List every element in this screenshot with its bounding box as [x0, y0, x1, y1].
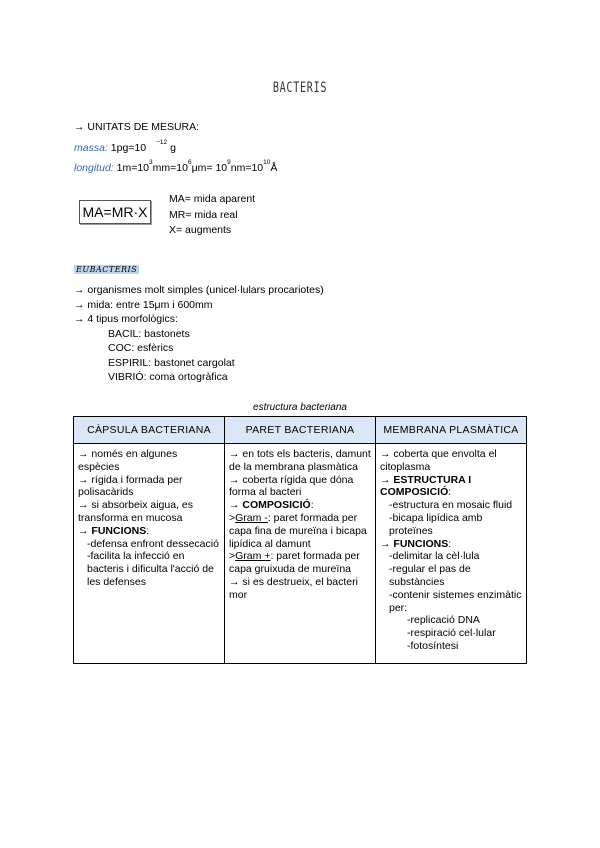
- membrana-function-3: -contenir sistemes enzimàtic per:: [389, 588, 522, 614]
- mass-line: [74, 139, 176, 154]
- gram-negative: [229, 512, 371, 550]
- gram-prefix: >: [229, 511, 236, 524]
- length-label: longitud:: [74, 162, 114, 174]
- paret-line-2: → coberta rígida que dóna forma al bacteri: [229, 473, 354, 499]
- length-exp-c: 9: [227, 159, 231, 166]
- header-membrana: MEMBRANA PLASMÀTICA: [376, 417, 527, 444]
- gram-positive-label: Gram +: [235, 550, 271, 563]
- colon: :: [448, 486, 452, 499]
- membrana-structure-heading: [380, 474, 522, 500]
- functions-label: FUNCIONS: [393, 537, 449, 550]
- cell-membrana: [376, 444, 527, 664]
- arrow: →: [229, 499, 243, 512]
- definition-x: X= augments: [169, 224, 232, 236]
- length-part-e: Å: [270, 162, 278, 174]
- length-part-a: 1m=10: [116, 162, 150, 174]
- type-vibrio: VIBRIÓ: coma ortogràfica: [108, 371, 228, 383]
- gram-positive: [229, 550, 371, 576]
- enzyme-system-3: -fotosíntesi: [407, 639, 459, 652]
- colon: :: [448, 537, 452, 550]
- header-capsula: CÀPSULA BACTERIANA: [74, 417, 225, 444]
- paret-line-3: → si es destrueix, el bacteri mor: [229, 575, 358, 601]
- type-espiril: ESPIRIL: bastonet cargolat: [108, 356, 235, 369]
- colon: :: [310, 499, 314, 512]
- capsula-line-1: → només en algunes espècies: [78, 448, 178, 473]
- type-coc: COC: esfèrics: [108, 342, 174, 354]
- gram-prefix: >: [229, 550, 236, 563]
- capsula-function-2: -facilita la infecció en bacteris i dificulta l'acció de les defenses: [87, 550, 214, 588]
- mass-exponent: −12: [156, 139, 168, 146]
- gram-negative-label: Gram -: [235, 511, 268, 524]
- length-line: [74, 159, 278, 174]
- paret-composition-heading: [229, 499, 371, 512]
- membrana-function-2: -regular el pas de substàncies: [389, 563, 471, 588]
- length-exp-a: 3: [149, 159, 153, 166]
- capsula-functions-heading: [78, 525, 220, 538]
- membrana-functions-heading: [380, 538, 522, 551]
- eubacteris-line-3: → 4 tipus morfològics:: [74, 313, 178, 325]
- mass-value: 1pg=10: [110, 142, 147, 154]
- cell-capsula: [74, 444, 225, 664]
- length-exp-b: 6: [187, 159, 192, 166]
- header-paret: PARET BACTERIANA: [225, 417, 376, 444]
- page-title: BACTERIS: [272, 80, 328, 96]
- colon: :: [146, 524, 150, 537]
- morphology-types: [74, 327, 324, 385]
- arrow: →: [380, 537, 394, 550]
- definition-mr: MR= mida real: [169, 208, 238, 221]
- length-part-d: nm=10: [230, 162, 264, 174]
- structure-table: [73, 416, 527, 664]
- membrana-structure-2: -bicapa lipídica amb proteïnes: [389, 511, 483, 537]
- eubacteris-line-1: → organismes molt simples (unicel·lulars procariotes): [74, 284, 324, 296]
- membrana-line-1: → coberta que envolta el citoplasma: [380, 448, 497, 473]
- capsula-line-2: → rígida i formada per polisacàrids: [78, 473, 183, 499]
- formula-box: MA=MR·X: [79, 200, 151, 224]
- eubacteris-heading: EUBACTERIS: [76, 265, 138, 274]
- capsula-function-1: -defensa enfront dessecació: [87, 537, 219, 550]
- mass-unit: g: [170, 142, 176, 154]
- type-bacil: BACIL: bastonets: [108, 327, 190, 340]
- arrow: →: [78, 524, 92, 537]
- length-part-c: μm= 10: [191, 162, 228, 174]
- paret-line-1: → en tots els bacteris, damunt de la membrana plasmàtica: [229, 448, 371, 473]
- structure-label: ESTRUCTURA I COMPOSICIÓ: [380, 473, 472, 499]
- gram-negative-text: : paret formada per capa fina de mureïna i bicapa lipídica al damunt: [229, 511, 367, 550]
- eubacteris-line-2: → mida: entre 15μm i 600mm: [74, 298, 213, 311]
- capsula-line-3: → si absorbeix aigua, es transforma en mucosa: [78, 499, 193, 524]
- enzyme-system-2: -respiració cel·lular: [407, 627, 496, 640]
- functions-label: FUNCIONS: [91, 524, 147, 537]
- arrow: →: [380, 473, 394, 486]
- mass-label: massa:: [74, 142, 108, 154]
- membrana-structure-1: -estructura en mosaic fluid: [389, 499, 513, 512]
- units-heading: → UNITATS DE MESURA:: [74, 121, 200, 133]
- length-part-b: mm=10: [152, 162, 188, 174]
- definition-ma: MA= mida aparent: [169, 193, 256, 205]
- eubacteris-list: [74, 283, 324, 385]
- membrana-function-1: -delimitar la cèl·lula: [389, 550, 480, 563]
- formula-definitions: [169, 192, 255, 239]
- table-row: [74, 444, 527, 664]
- table-caption: estructura bacteriana: [253, 402, 347, 413]
- length-exp-d: 10: [263, 159, 271, 166]
- table-header-row: [74, 417, 527, 444]
- gram-positive-text: : paret formada per capa gruixuda de mureïna: [229, 550, 360, 576]
- composition-label: COMPOSICIÓ: [242, 499, 311, 512]
- enzyme-system-1: -replicació DNA: [407, 614, 480, 627]
- cell-paret: [225, 444, 376, 664]
